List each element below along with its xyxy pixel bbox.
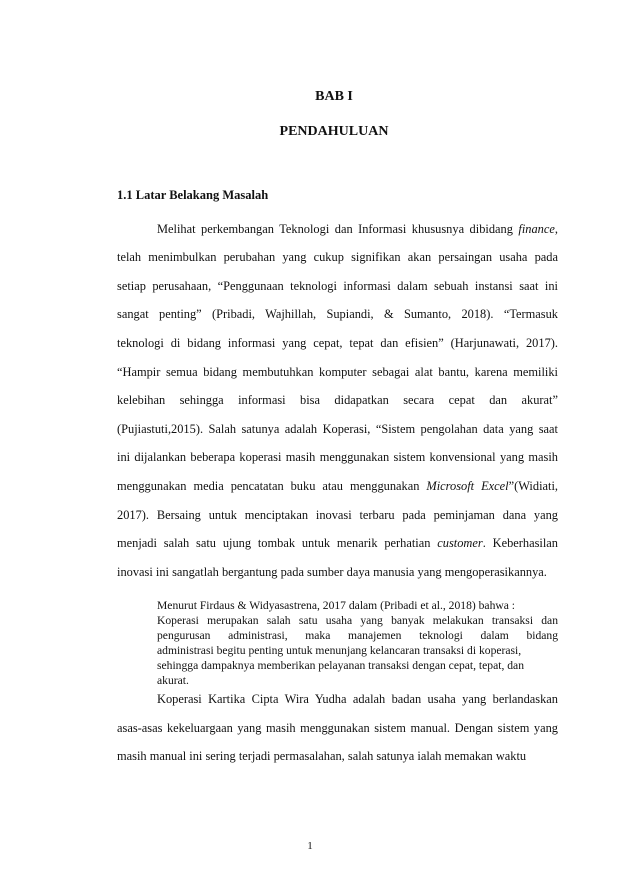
paragraph1-line-11: 2017). Bersaing untuk menciptakan inovasi terbaru pada peminjaman dana yang — [117, 508, 558, 522]
paragraph1-line-13: inovasi ini sangatlah bergantung pada sumber daya manusia yang mengoperasikannya. — [117, 565, 547, 579]
paragraph1-line-8: (Pujiastuti,2015). Salah satunya adalah Koperasi, “Sistem pengolahan data yang saat — [117, 422, 558, 436]
paragraph1-line-7: kelebihan sehingga informasi bisa didapatkan secara cepat dan akurat” — [117, 393, 558, 407]
chapter-title: PENDAHULUAN — [279, 124, 389, 139]
chapter-heading: BAB I — [315, 89, 353, 104]
paragraph1-line-10: menggunakan media pencatatan buku atau menggunakan Microsoft Excel”(Widiati, — [117, 479, 558, 493]
paragraph2-line-1: Koperasi Kartika Cipta Wira Yudha adalah badan usaha yang berlandaskan — [157, 692, 558, 706]
paragraph1-line-9: ini dijalankan beberapa koperasi masih menggunakan sistem konvensional yang masih — [117, 450, 558, 464]
paragraph1-line-1: Melihat perkembangan Teknologi dan Informasi khususnya dibidang finance, — [157, 222, 558, 236]
quote-line-1: Menurut Firdaus & Widyasastrena, 2017 dalam (Pribadi et al., 2018) bahwa : — [157, 599, 516, 612]
quote-line-2: Koperasi merupakan salah satu usaha yang banyak melakukan transaksi dan — [157, 614, 558, 627]
paragraph1-line-4: sangat penting” (Pribadi, Wajhillah, Supiandi, & Sumanto, 2018). “Termasuk — [117, 307, 558, 321]
quote-line-3: pengurusan administrasi, maka manajemen teknologi dalam bidang — [157, 629, 558, 642]
quote-line-5: sehingga dampaknya memberikan pelayanan transaksi dengan cepat, tepat, dan — [157, 659, 524, 672]
paragraph1-line-3: setiap perusahaan, “Penggunaan teknologi informasi dalam sebuah instansi saat ini — [117, 279, 558, 293]
paragraph1-line-5: teknologi di bidang informasi yang cepat, tepat dan efisien” (Harjunawati, 2017). — [117, 336, 558, 350]
paragraph1-line-12: menjadi salah satu ujung tombak untuk menarik perhatian customer. Keberhasilan — [117, 536, 558, 550]
paragraph1-line-2: telah menimbulkan perubahan yang cukup signifikan akan persaingan usaha pada — [117, 250, 558, 264]
paragraph2-line-3: masih manual ini sering terjadi permasalahan, salah satunya ialah memakan waktu — [117, 749, 527, 763]
quote-line-6: akurat. — [157, 674, 189, 687]
quote-line-4: administrasi begitu penting untuk menunjang kelancaran transaksi di koperasi, — [157, 644, 522, 657]
paragraph1-line-6: “Hampir semua bidang membutuhkan komputer sebagai alat bantu, karena memiliki — [117, 365, 558, 379]
page-number: 1 — [307, 840, 313, 852]
section-title: 1.1 Latar Belakang Masalah — [117, 188, 269, 202]
paragraph2-line-2: asas-asas kekeluargaan yang masih menggunakan sistem manual. Dengan sistem yang — [117, 721, 558, 735]
